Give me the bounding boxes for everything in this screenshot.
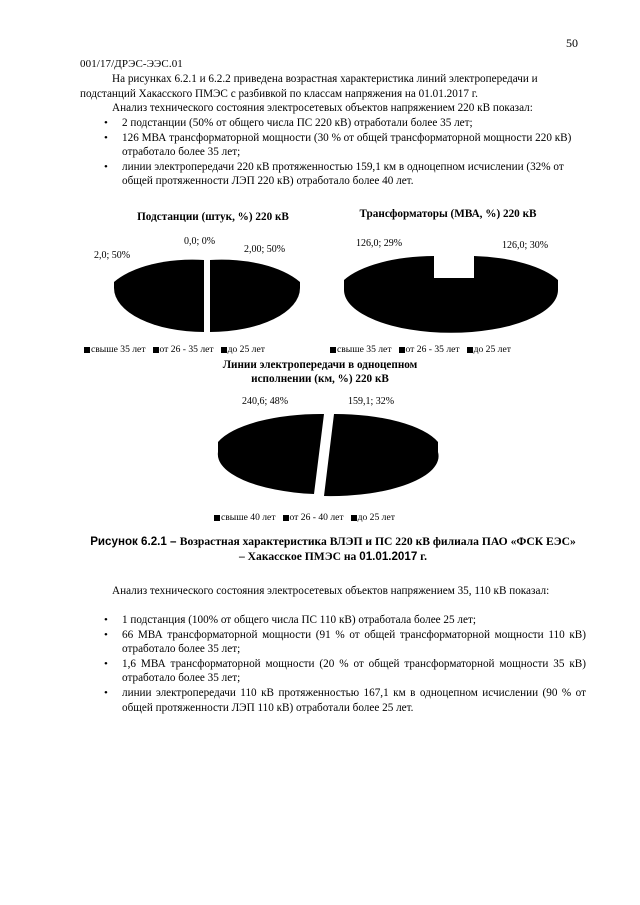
legend-label: от 26 - 35 лет [159, 344, 214, 355]
caption-text: Возрастная характеристика ВЛЭП и ПС 220 кВ филиала ПАО «ФСК ЕЭС» [179, 535, 576, 548]
caption-date: 01.01.2017 [359, 550, 418, 563]
intro-paragraph: На рисунках 6.2.1 и 6.2.2 приведена возрастная характеристика линий электропередачи и подстанций Хакасского ПМЭС с разбивкой по классам напряжения на 01.01.2017 г. [80, 73, 538, 100]
legend-item [330, 344, 392, 355]
legend-label: до 25 лет [227, 344, 265, 355]
bullet-item: • 66 МВА трансформаторной мощности (91 % от общей трансформаторной мощности 110 кВ) отработало более 35 лет; [80, 628, 586, 657]
legend-item [467, 344, 511, 355]
pie-chart-lines [206, 388, 446, 510]
legend-swatch [84, 347, 90, 353]
legend-swatch [214, 515, 220, 521]
pie-chart-substations [86, 228, 326, 346]
pie-slice-combined [344, 256, 558, 333]
figure-caption [80, 534, 586, 564]
document-id: 001/17/ДРЭС-ЭЭС.01 [80, 58, 183, 70]
data-label: 2,0; 50% [94, 250, 131, 261]
bullet-item: • линии электропередачи 220 кВ протяженностью 159,1 км в одноцепном исчислении (32% от общей протяженности ЛЭП 220 кВ) отработало более 40 лет. [80, 160, 586, 189]
legend-swatch [399, 347, 405, 353]
legend-item [84, 344, 146, 355]
pie-slice-over-35 [114, 260, 204, 332]
chart-title-line: исполнении (км, %) 220 кВ [251, 373, 389, 385]
bullet-item: • 2 подстанции (50% от общего числа ПС 220 кВ) отработали более 35 лет; [80, 116, 586, 131]
legend-item [399, 344, 460, 355]
pie-slice-under-25 [210, 260, 300, 332]
legend-swatch [467, 347, 473, 353]
legend-swatch [283, 515, 289, 521]
data-label: 159,1; 32% [348, 396, 395, 407]
caption-line-2 [80, 549, 586, 564]
data-label: 126,0; 30% [502, 240, 549, 251]
data-label: 240,6; 48% [242, 396, 289, 407]
legend-label: свыше 40 лет [221, 512, 276, 523]
legend-transformers [330, 344, 511, 355]
legend-item [283, 512, 344, 523]
caption-text: – Хакасское ПМЭС на [238, 550, 360, 563]
legend-label: свыше 35 лет [91, 344, 146, 355]
legend-item [351, 512, 395, 523]
legend-substations [84, 344, 265, 355]
bullet-item: • линии электропередачи 110 кВ протяженностью 167,1 км в одноцепном исчислении (90 % от общей протяженности ЛЭП 110 кВ) отработали более 25 лет. [80, 686, 586, 715]
pie-slice-over-40 [324, 414, 439, 496]
bullet-item: • 1 подстанция (100% от общего числа ПС 110 кВ) отработала более 25 лет; [80, 613, 586, 628]
legend-swatch [221, 347, 227, 353]
legend-item [153, 344, 214, 355]
legend-lines [214, 512, 395, 523]
bullet-item: • 126 МВА трансформаторной мощности (30 % от общей трансформаторной мощности 220 кВ) отработало более 35 лет; [80, 131, 586, 160]
data-label: 126,0; 29% [356, 238, 403, 249]
legend-label: до 25 лет [357, 512, 395, 523]
data-label: 0,0; 0% [184, 236, 216, 247]
caption-text: г. [417, 550, 428, 563]
legend-swatch [351, 515, 357, 521]
bullet-list-35-110 [80, 613, 586, 715]
caption-line-1 [80, 534, 586, 549]
legend-label: свыше 35 лет [337, 344, 392, 355]
legend-label: до 25 лет [473, 344, 511, 355]
page-number: 50 [566, 36, 578, 50]
bullet-item: • 1,6 МВА трансформаторной мощности (20 % от общей трансформаторной мощности 35 кВ) отработало более 35 лет; [80, 657, 586, 686]
legend-item [221, 344, 265, 355]
pie-chart-transformers [334, 228, 574, 346]
pie-slice-under-25 [218, 414, 324, 494]
legend-swatch [330, 347, 336, 353]
chart-title-transformers: Трансформаторы (МВА, %) 220 кВ [359, 208, 537, 220]
legend-swatch [153, 347, 159, 353]
caption-prefix: Рисунок 6.2.1 – [90, 535, 180, 548]
legend-label: от 26 - 40 лет [289, 512, 344, 523]
data-label: 2,00; 50% [244, 244, 286, 255]
analysis-35-110-heading: Анализ технического состояния электросетевых объектов напряжением 35, 110 кВ показал: [112, 585, 550, 597]
legend-item [214, 512, 276, 523]
legend-label: от 26 - 35 лет [405, 344, 460, 355]
bullet-list-220 [80, 116, 586, 189]
chart-title-line: Линии электропередачи в одноцепном [222, 359, 418, 371]
chart-title-lines [200, 358, 440, 386]
analysis-220-heading: Анализ технического состояния электросетевых объектов напряжением 220 кВ показал: [112, 102, 533, 114]
chart-title-substations: Подстанции (штук, %) 220 кВ [137, 211, 289, 223]
